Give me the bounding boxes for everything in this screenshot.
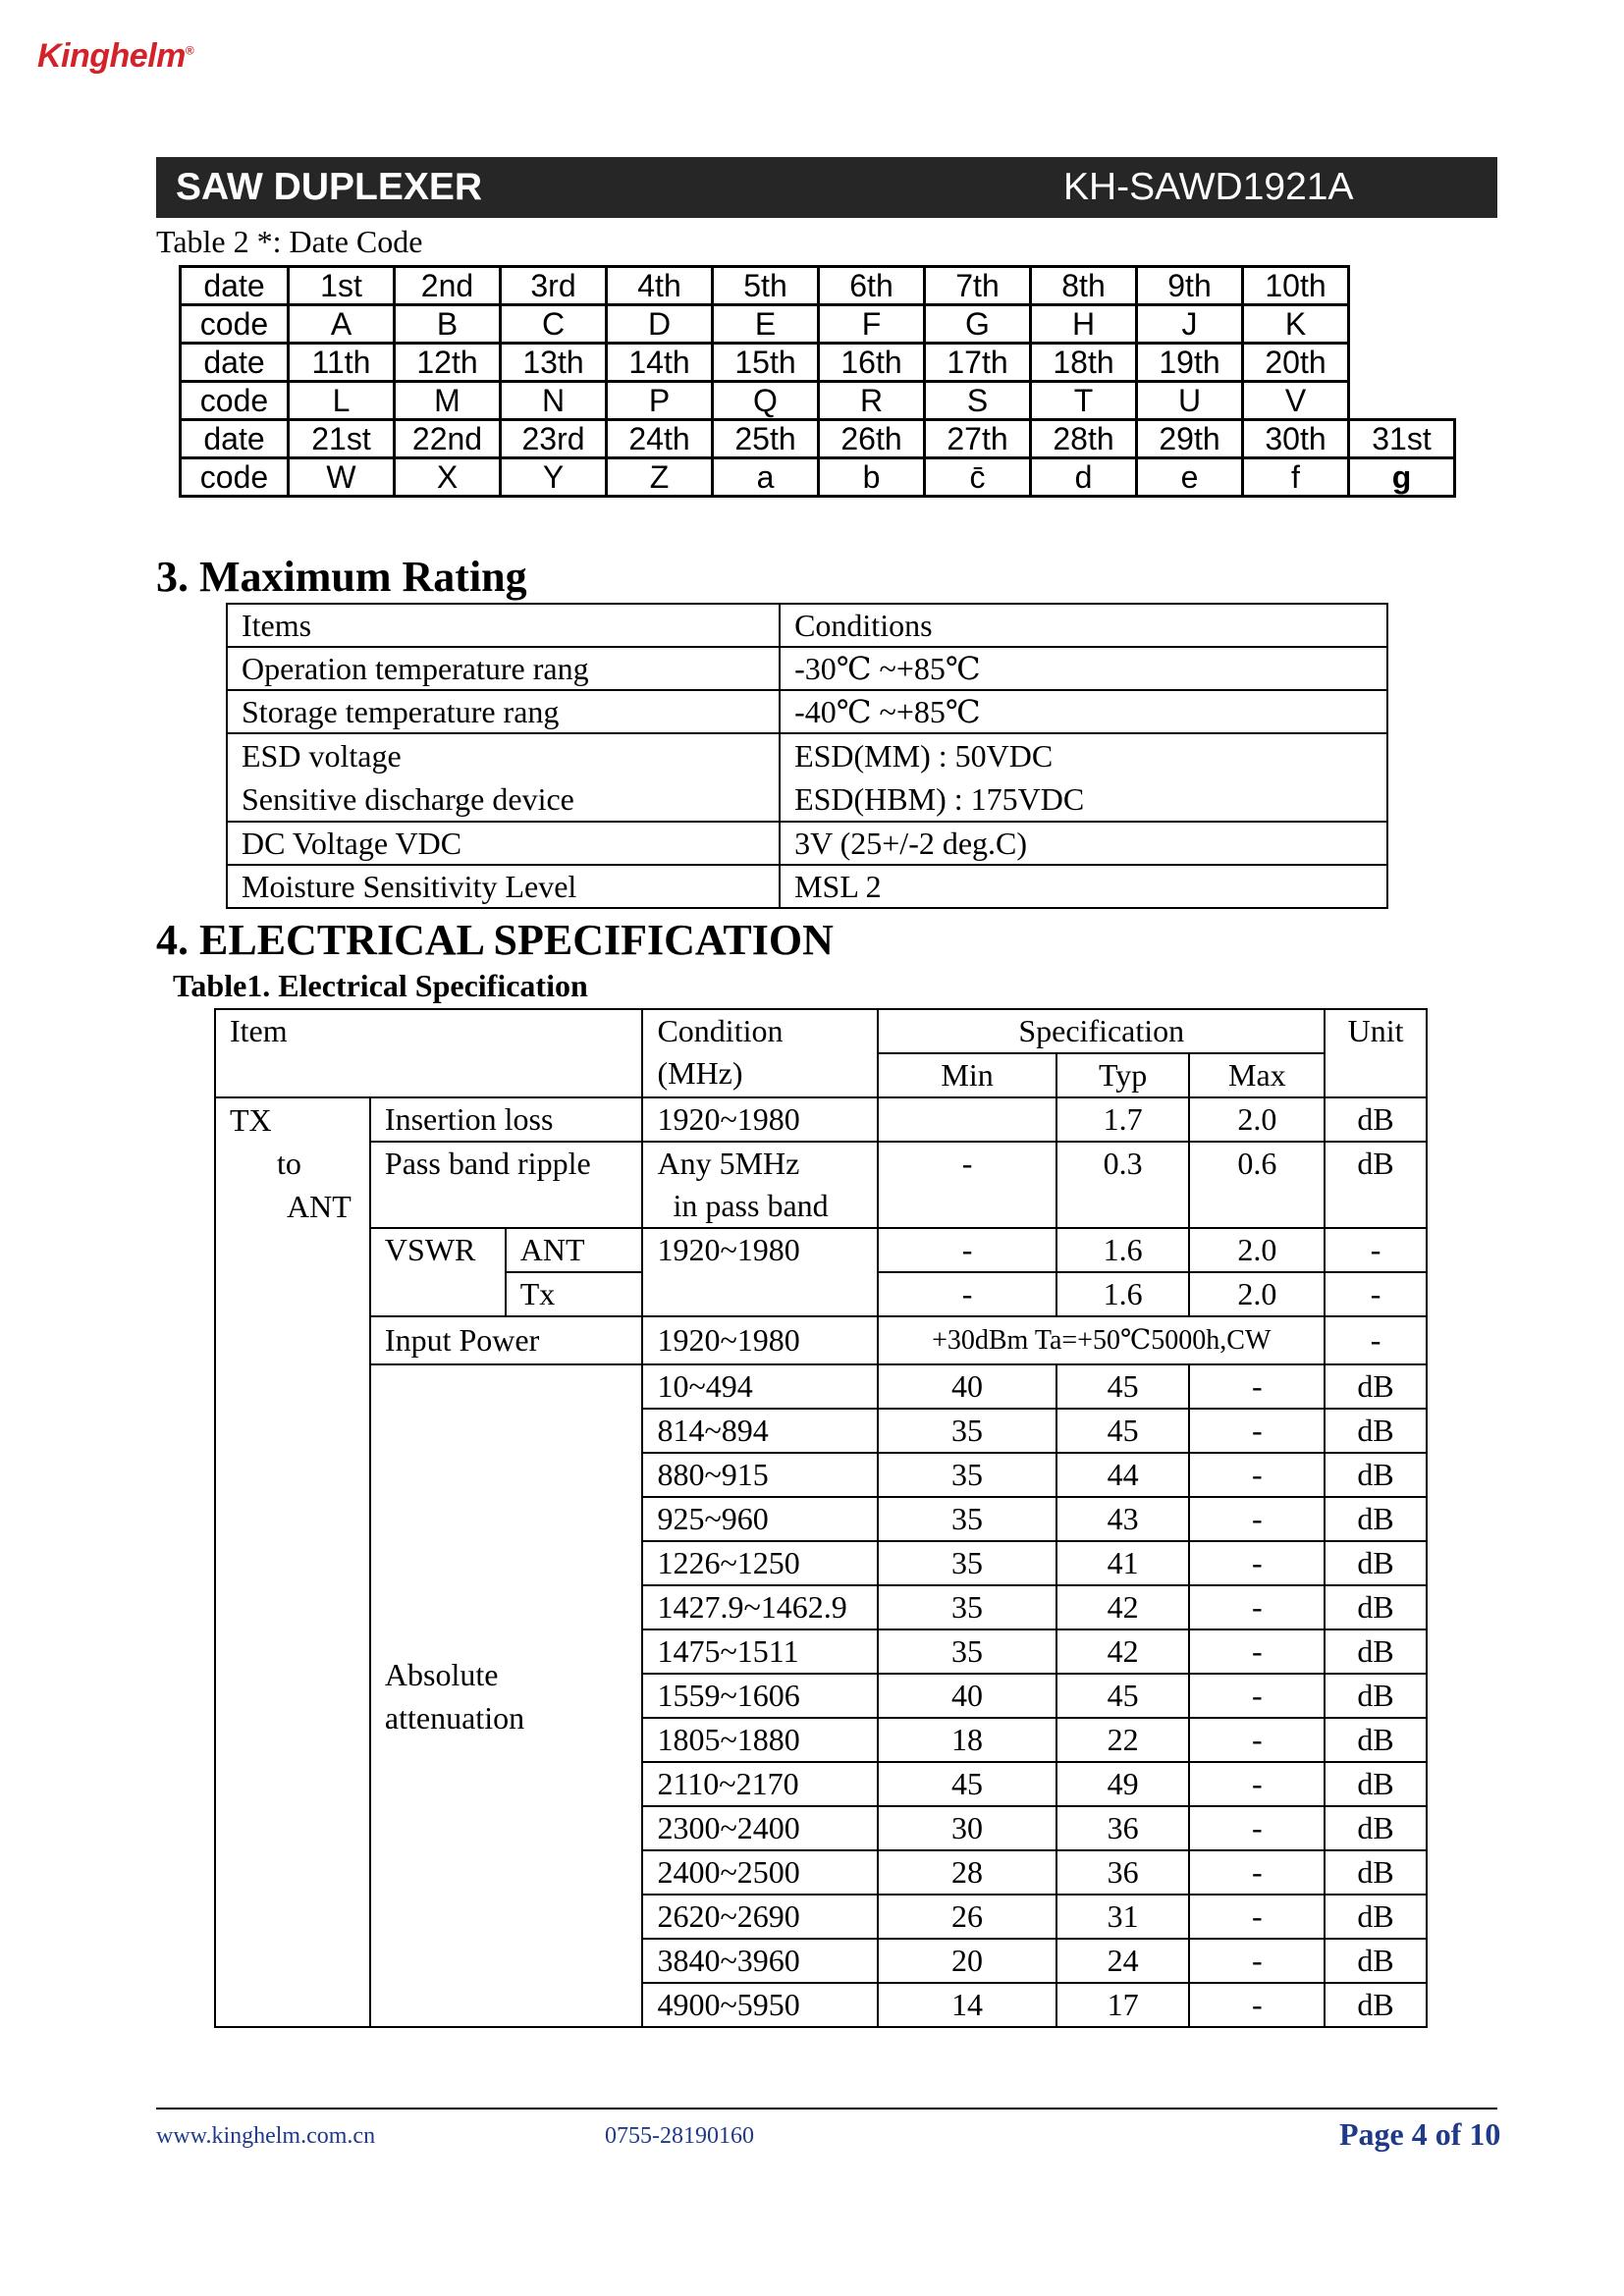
rating-item-line: Sensitive discharge device: [242, 781, 574, 817]
date-cell: 30th: [1243, 420, 1349, 458]
attenuation-unit: dB: [1325, 1983, 1427, 2027]
header-typ: Typ: [1056, 1053, 1190, 1097]
attenuation-typ: 24: [1056, 1939, 1190, 1983]
section-3-heading: 3. Maximum Rating: [156, 553, 527, 601]
attenuation-max: -: [1189, 1453, 1325, 1497]
attenuation-label-line: attenuation: [384, 1699, 525, 1735]
input-power-label: Input Power: [370, 1316, 643, 1364]
vswr-ant-label: ANT: [506, 1228, 643, 1272]
header-condition-line: Condition: [657, 1013, 784, 1048]
vswr-ant-max: 2.0: [1189, 1228, 1325, 1272]
code-cell: X: [395, 458, 501, 497]
rating-row: [227, 822, 1387, 865]
code-cell: J: [1137, 305, 1243, 344]
attenuation-max: -: [1189, 1895, 1325, 1939]
rating-header-row: [227, 604, 1387, 647]
attenuation-unit: dB: [1325, 1629, 1427, 1674]
attenuation-unit: dB: [1325, 1409, 1427, 1453]
attenuation-max: -: [1189, 1585, 1325, 1629]
code-cell: Q: [713, 382, 819, 420]
code-cell: D: [607, 305, 713, 344]
attenuation-freq: 1559~1606: [642, 1674, 878, 1718]
attenuation-typ: 41: [1056, 1541, 1190, 1585]
date-cell: 22nd: [395, 420, 501, 458]
attenuation-max: -: [1189, 1541, 1325, 1585]
date-cell: 18th: [1031, 344, 1137, 382]
rating-condition-line: ESD(MM) : 50VDC: [794, 738, 1054, 774]
rating-row: [227, 733, 1387, 822]
group-label-line: to: [277, 1146, 301, 1181]
input-power-cond: 1920~1980: [642, 1316, 878, 1364]
empty-cell: [1349, 305, 1455, 344]
attenuation-unit: dB: [1325, 1674, 1427, 1718]
rating-condition: -40℃ ~+85℃: [780, 690, 1387, 733]
header-unit: Unit: [1325, 1009, 1427, 1097]
group-label-line: TX: [230, 1102, 272, 1138]
code-cell: H: [1031, 305, 1137, 344]
date-cell: 2nd: [395, 267, 501, 305]
attenuation-min: 18: [878, 1718, 1056, 1762]
attenuation-min: 35: [878, 1453, 1056, 1497]
row-type-label: date: [181, 420, 289, 458]
absolute-attenuation-label: [370, 1364, 643, 2027]
code-cell: N: [501, 382, 607, 420]
code-cell: T: [1031, 382, 1137, 420]
vswr-tx-typ: 1.6: [1056, 1272, 1190, 1316]
code-cell: U: [1137, 382, 1243, 420]
attenuation-typ: 22: [1056, 1718, 1190, 1762]
date-cell: 28th: [1031, 420, 1137, 458]
rating-item-line: ESD voltage: [242, 738, 402, 774]
code-cell: M: [395, 382, 501, 420]
row-type-label: code: [181, 458, 289, 497]
attenuation-freq: 1226~1250: [642, 1541, 878, 1585]
code-cell: C: [501, 305, 607, 344]
date-row: [181, 344, 1455, 382]
header-min: Min: [878, 1053, 1056, 1097]
attenuation-max: -: [1189, 1983, 1325, 2027]
insertion-loss-max: 2.0: [1189, 1097, 1325, 1142]
attenuation-typ: 42: [1056, 1629, 1190, 1674]
attenuation-min: 45: [878, 1762, 1056, 1806]
registered-mark: ®: [185, 43, 194, 58]
attenuation-unit: dB: [1325, 1364, 1427, 1409]
code-cell: K: [1243, 305, 1349, 344]
ripple-label: Pass band ripple: [370, 1142, 643, 1228]
attenuation-max: -: [1189, 1762, 1325, 1806]
code-cell: Y: [501, 458, 607, 497]
date-cell: 17th: [925, 344, 1031, 382]
code-cell: E: [713, 305, 819, 344]
attenuation-max: -: [1189, 1850, 1325, 1895]
attenuation-freq: 2620~2690: [642, 1895, 878, 1939]
row-type-label: date: [181, 344, 289, 382]
date-cell: 19th: [1137, 344, 1243, 382]
date-row: [181, 267, 1455, 305]
attenuation-freq: 10~494: [642, 1364, 878, 1409]
brand-logo: [37, 37, 193, 76]
date-cell: 31st: [1349, 420, 1455, 458]
ripple-unit: dB: [1325, 1142, 1427, 1228]
attenuation-freq: 925~960: [642, 1497, 878, 1541]
attenuation-freq: 1475~1511: [642, 1629, 878, 1674]
attenuation-freq: 2300~2400: [642, 1806, 878, 1850]
attenuation-unit: dB: [1325, 1762, 1427, 1806]
attenuation-typ: 45: [1056, 1674, 1190, 1718]
date-code-table: [179, 265, 1456, 498]
elec-row: [215, 1142, 1427, 1228]
attenuation-unit: dB: [1325, 1806, 1427, 1850]
code-cell: V: [1243, 382, 1349, 420]
attenuation-typ: 49: [1056, 1762, 1190, 1806]
attenuation-typ: 44: [1056, 1453, 1190, 1497]
date-cell: 23rd: [501, 420, 607, 458]
code-row: [181, 458, 1455, 497]
attenuation-unit: dB: [1325, 1895, 1427, 1939]
date-cell: 24th: [607, 420, 713, 458]
attenuation-freq: 880~915: [642, 1453, 878, 1497]
elec-row: [215, 1228, 1427, 1272]
date-cell: 6th: [819, 267, 925, 305]
code-cell: a: [713, 458, 819, 497]
group-label-line: ANT: [287, 1189, 352, 1224]
rating-row: [227, 865, 1387, 908]
attenuation-min: 30: [878, 1806, 1056, 1850]
input-power-unit: -: [1325, 1316, 1427, 1364]
header-max: Max: [1189, 1053, 1325, 1097]
date-cell: 9th: [1137, 267, 1243, 305]
attenuation-typ: 36: [1056, 1806, 1190, 1850]
code-cell: e: [1137, 458, 1243, 497]
attenuation-label-line: Absolute: [384, 1656, 499, 1692]
date-row: [181, 420, 1455, 458]
vswr-tx-max: 2.0: [1189, 1272, 1325, 1316]
attenuation-freq: 3840~3960: [642, 1939, 878, 1983]
insertion-loss-label: Insertion loss: [370, 1097, 643, 1142]
attenuation-min: 20: [878, 1939, 1056, 1983]
attenuation-min: 35: [878, 1541, 1056, 1585]
page-of: of: [1427, 2116, 1470, 2152]
rating-condition: MSL 2: [780, 865, 1387, 908]
attenuation-max: -: [1189, 1409, 1325, 1453]
code-cell: W: [289, 458, 395, 497]
attenuation-min: 40: [878, 1674, 1056, 1718]
attenuation-typ: 42: [1056, 1585, 1190, 1629]
attenuation-max: -: [1189, 1718, 1325, 1762]
attenuation-typ: 31: [1056, 1895, 1190, 1939]
attenuation-unit: dB: [1325, 1497, 1427, 1541]
header-condition: [642, 1009, 878, 1097]
attenuation-typ: 17: [1056, 1983, 1190, 2027]
code-cell: F: [819, 305, 925, 344]
code-cell: S: [925, 382, 1031, 420]
rating-header-conditions: Conditions: [780, 604, 1387, 647]
attenuation-unit: dB: [1325, 1850, 1427, 1895]
date-cell: 13th: [501, 344, 607, 382]
attenuation-freq: 2400~2500: [642, 1850, 878, 1895]
rating-item: [227, 733, 780, 822]
date-cell: 14th: [607, 344, 713, 382]
header-banner: [156, 157, 1497, 218]
elec-row: [215, 1316, 1427, 1364]
attenuation-freq: 1805~1880: [642, 1718, 878, 1762]
attenuation-min: 40: [878, 1364, 1056, 1409]
footer-phone: 0755-28190160: [605, 2123, 754, 2149]
row-type-label: code: [181, 305, 289, 344]
attenuation-freq: 2110~2170: [642, 1762, 878, 1806]
vswr-tx-label: Tx: [506, 1272, 643, 1316]
attenuation-max: -: [1189, 1629, 1325, 1674]
code-cell: c̄: [925, 458, 1031, 497]
date-cell: 27th: [925, 420, 1031, 458]
date-cell: 10th: [1243, 267, 1349, 305]
attenuation-typ: 43: [1056, 1497, 1190, 1541]
elec-row: [215, 1097, 1427, 1142]
header-specification: Specification: [878, 1009, 1325, 1053]
ripple-cond-line: Any 5MHz: [657, 1146, 800, 1181]
code-cell: R: [819, 382, 925, 420]
attenuation-freq: 1427.9~1462.9: [642, 1585, 878, 1629]
vswr-label: VSWR: [370, 1228, 506, 1316]
attenuation-max: -: [1189, 1364, 1325, 1409]
empty-cell: [1349, 382, 1455, 420]
attenuation-freq: 4900~5950: [642, 1983, 878, 2027]
rating-row: [227, 690, 1387, 733]
attenuation-min: 14: [878, 1983, 1056, 2027]
date-cell: 3rd: [501, 267, 607, 305]
attenuation-min: 35: [878, 1629, 1056, 1674]
vswr-cond: 1920~1980: [642, 1228, 878, 1316]
vswr-tx-unit: -: [1325, 1272, 1427, 1316]
date-cell: 15th: [713, 344, 819, 382]
date-cell: 4th: [607, 267, 713, 305]
row-type-label: date: [181, 267, 289, 305]
row-type-label: code: [181, 382, 289, 420]
ripple-cond-line: in pass band: [673, 1188, 829, 1223]
code-cell: L: [289, 382, 395, 420]
date-cell: 11th: [289, 344, 395, 382]
product-title: SAW DUPLEXER: [176, 166, 483, 208]
rating-item: Operation temperature rang: [227, 647, 780, 690]
attenuation-typ: 45: [1056, 1409, 1190, 1453]
tx-to-ant-label: [215, 1097, 370, 2027]
attenuation-unit: dB: [1325, 1541, 1427, 1585]
vswr-ant-typ: 1.6: [1056, 1228, 1190, 1272]
header-condition-line: (MHz): [657, 1055, 743, 1091]
attenuation-min: 26: [878, 1895, 1056, 1939]
code-cell: G: [925, 305, 1031, 344]
attenuation-freq: 814~894: [642, 1409, 878, 1453]
page-indicator: [1339, 2116, 1500, 2153]
rating-condition: [780, 733, 1387, 822]
page-number: 4: [1411, 2116, 1428, 2152]
vswr-tx-min: -: [878, 1272, 1056, 1316]
code-cell: b: [819, 458, 925, 497]
attenuation-max: -: [1189, 1939, 1325, 1983]
date-cell: 26th: [819, 420, 925, 458]
insertion-loss-unit: dB: [1325, 1097, 1427, 1142]
date-cell: 8th: [1031, 267, 1137, 305]
footer-divider: [156, 2108, 1497, 2109]
part-number: KH-SAWD1921A: [1063, 166, 1354, 208]
ripple-max: 0.6: [1189, 1142, 1325, 1228]
code-cell: Z: [607, 458, 713, 497]
attenuation-unit: dB: [1325, 1939, 1427, 1983]
code-cell: A: [289, 305, 395, 344]
date-cell: 12th: [395, 344, 501, 382]
insertion-loss-min: [878, 1097, 1056, 1142]
ripple-min: -: [878, 1142, 1056, 1228]
attenuation-max: -: [1189, 1497, 1325, 1541]
attenuation-unit: dB: [1325, 1718, 1427, 1762]
maximum-rating-table: [226, 603, 1388, 909]
rating-header-items: Items: [227, 604, 780, 647]
empty-cell: [1349, 267, 1455, 305]
footer-website[interactable]: www.kinghelm.com.cn: [156, 2123, 376, 2149]
date-cell: 1st: [289, 267, 395, 305]
date-cell: 7th: [925, 267, 1031, 305]
attenuation-min: 35: [878, 1409, 1056, 1453]
empty-cell: [1349, 344, 1455, 382]
insertion-loss-typ: 1.7: [1056, 1097, 1190, 1142]
attenuation-max: -: [1189, 1674, 1325, 1718]
rating-item: DC Voltage VDC: [227, 822, 780, 865]
elec-header-row: [215, 1009, 1427, 1053]
date-code-caption: Table 2 *: Date Code: [156, 224, 423, 259]
attenuation-unit: dB: [1325, 1453, 1427, 1497]
code-cell: f: [1243, 458, 1349, 497]
ripple-typ: 0.3: [1056, 1142, 1190, 1228]
code-row: [181, 382, 1455, 420]
header-item: Item: [215, 1009, 642, 1097]
code-cell: g: [1349, 458, 1455, 497]
date-cell: 25th: [713, 420, 819, 458]
vswr-ant-unit: -: [1325, 1228, 1427, 1272]
brand-name: Kinghelm: [37, 37, 186, 75]
attenuation-typ: 36: [1056, 1850, 1190, 1895]
attenuation-min: 28: [878, 1850, 1056, 1895]
rating-item: Moisture Sensitivity Level: [227, 865, 780, 908]
attenuation-max: -: [1189, 1806, 1325, 1850]
date-cell: 16th: [819, 344, 925, 382]
attenuation-row: [215, 1364, 1427, 1409]
date-cell: 5th: [713, 267, 819, 305]
code-cell: B: [395, 305, 501, 344]
date-cell: 29th: [1137, 420, 1243, 458]
rating-condition: -30℃ ~+85℃: [780, 647, 1387, 690]
date-cell: 20th: [1243, 344, 1349, 382]
electrical-spec-table: [214, 1008, 1428, 2028]
date-cell: 21st: [289, 420, 395, 458]
rating-condition: 3V (25+/-2 deg.C): [780, 822, 1387, 865]
rating-item: Storage temperature rang: [227, 690, 780, 733]
electrical-table-title: Table1. Electrical Specification: [173, 968, 588, 1003]
insertion-loss-cond: 1920~1980: [642, 1097, 878, 1142]
attenuation-typ: 45: [1056, 1364, 1190, 1409]
code-cell: P: [607, 382, 713, 420]
rating-row: [227, 647, 1387, 690]
code-cell: d: [1031, 458, 1137, 497]
rating-condition-line: ESD(HBM) : 175VDC: [794, 781, 1085, 817]
attenuation-unit: dB: [1325, 1585, 1427, 1629]
attenuation-min: 35: [878, 1497, 1056, 1541]
vswr-ant-min: -: [878, 1228, 1056, 1272]
input-power-spec: +30dBm Ta=+50℃5000h,CW: [878, 1316, 1325, 1364]
page-prefix: Page: [1339, 2116, 1412, 2152]
page-total: 10: [1469, 2116, 1501, 2152]
ripple-cond: [642, 1142, 878, 1228]
section-4-heading: 4. ELECTRICAL SPECIFICATION: [156, 916, 834, 964]
code-row: [181, 305, 1455, 344]
attenuation-min: 35: [878, 1585, 1056, 1629]
